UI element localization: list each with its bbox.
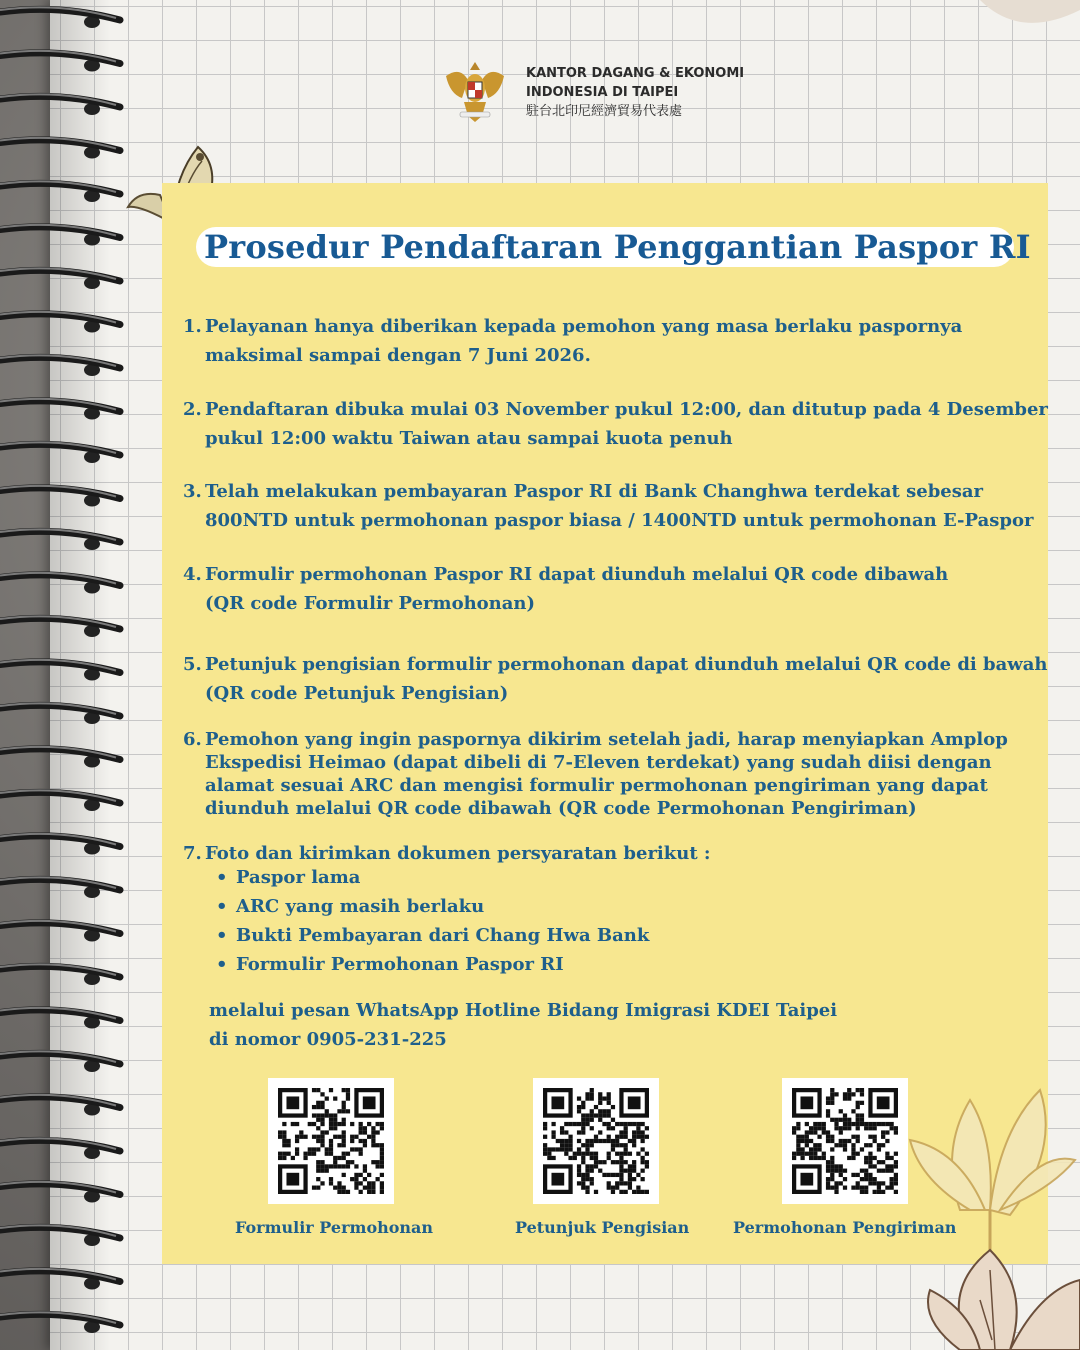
item-text: 800NTD untuk permohonan paspor biasa / 1400NTD untuk permohonan E-Paspor (205, 510, 1034, 531)
requirement-item: • Paspor lama (214, 863, 649, 892)
garuda-emblem-icon (440, 58, 510, 126)
organization-header (440, 58, 770, 128)
qr-code-formulir[interactable] (268, 1078, 394, 1204)
qr-code-petunjuk[interactable] (533, 1078, 659, 1204)
item-number: 2. (183, 399, 202, 420)
list-item-6 (183, 728, 1008, 820)
item-text: Pendaftaran dibuka mulai 03 November pukul 12:00, dan ditutup pada 4 Desember (205, 399, 1048, 420)
flower-icon (900, 1230, 1080, 1350)
qr-label-pengiriman: Permohonan Pengiriman (733, 1218, 957, 1237)
whatsapp-contact (209, 996, 837, 1054)
list-item-3 (183, 477, 1033, 535)
list-item-4 (183, 560, 948, 618)
qr-code-icon (792, 1088, 898, 1194)
org-name-line2: INDONESIA DI TAIPEI (526, 85, 679, 100)
item-text: (QR code Petunjuk Pengisian) (205, 683, 509, 704)
flower-icon (900, 1060, 1080, 1250)
item-number: 5. (183, 654, 202, 675)
item-text: maksimal sampai dengan 7 Juni 2026. (205, 345, 591, 366)
qr-code-pengiriman[interactable] (782, 1078, 908, 1204)
item-text: Telah melakukan pembayaran Paspor RI di Bank Changhwa terdekat sebesar (205, 481, 984, 502)
whatsapp-line1: melalui pesan WhatsApp Hotline Bidang Imigrasi KDEI Taipei (209, 1000, 838, 1021)
page-title: Prosedur Pendaftaran Penggantian Paspor RI (204, 228, 1031, 266)
list-item-1 (183, 312, 962, 370)
flower-petal-icon (960, 0, 1080, 40)
requirement-item: • ARC yang masih berlaku (214, 892, 649, 921)
requirement-item: • Bukti Pembayaran dari Chang Hwa Bank (214, 921, 649, 950)
qr-label-petunjuk: Petunjuk Pengisian (515, 1218, 690, 1237)
item-text: pukul 12:00 waktu Taiwan atau sampai kuota penuh (205, 428, 733, 449)
item-number: 7. (183, 843, 202, 864)
list-item-5 (183, 650, 1048, 708)
item-number: 6. (183, 729, 202, 750)
list-item-2 (183, 395, 1048, 453)
item-text: (QR code Formulir Permohonan) (205, 593, 536, 614)
qr-code-icon (278, 1088, 384, 1194)
org-name-line1: KANTOR DAGANG & EKONOMI (526, 66, 745, 81)
item-number: 1. (183, 316, 202, 337)
item-text: diunduh melalui QR code dibawah (QR code Permohonan Pengiriman) (205, 798, 917, 819)
title-banner (196, 227, 1031, 267)
requirements-list (214, 863, 649, 979)
whatsapp-phone: di nomor 0905-231-225 (209, 1029, 447, 1050)
item-text: Formulir permohonan Paspor RI dapat diunduh melalui QR code dibawah (205, 564, 949, 585)
requirement-item: • Formulir Permohonan Paspor RI (214, 950, 649, 979)
item-text: alamat sesuai ARC dan mengisi formulir permohonan pengiriman yang dapat (205, 775, 988, 796)
item-text: Petunjuk pengisian formulir permohonan dapat diunduh melalui QR code di bawah (205, 654, 1048, 675)
qr-label-formulir: Formulir Permohonan (235, 1218, 434, 1237)
item-text: Ekspedisi Heimao (dapat dibeli di 7-Eleven terdekat) yang sudah diisi dengan (205, 752, 992, 773)
item-number: 3. (183, 481, 202, 502)
org-name-chinese: 駐台北印尼經濟貿易代表處 (526, 104, 683, 119)
item-text: Pelayanan hanya diberikan kepada pemohon yang masa berlaku paspornya (205, 316, 963, 337)
qr-code-icon (543, 1088, 649, 1194)
item-text: Foto dan kirimkan dokumen persyaratan berikut : (205, 843, 711, 864)
item-text: Pemohon yang ingin paspornya dikirim setelah jadi, harap menyiapkan Amplop (205, 729, 1008, 750)
item-number: 4. (183, 564, 202, 585)
